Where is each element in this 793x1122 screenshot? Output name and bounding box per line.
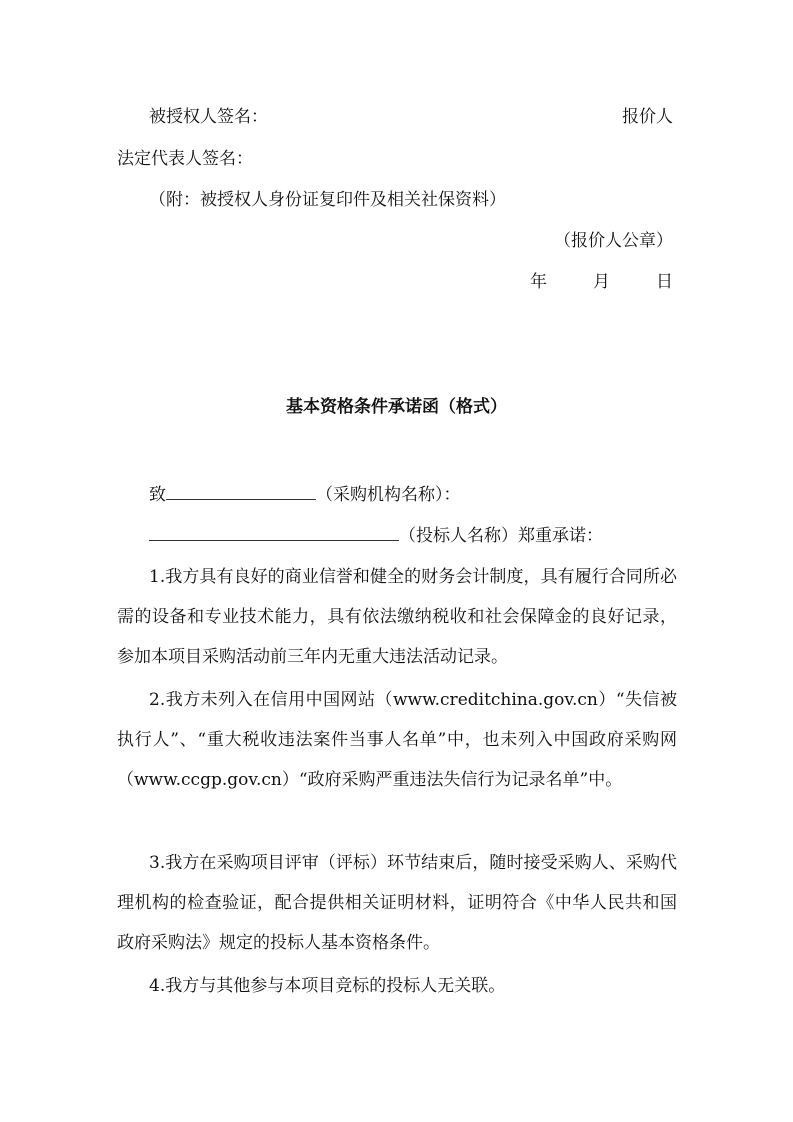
quoter-label: 报价人 xyxy=(622,107,673,127)
date-day: 日 xyxy=(656,272,673,292)
quoter-seal: （报价人公章） xyxy=(554,231,673,251)
date-row xyxy=(530,271,673,293)
commitment-item-3: 3.我方在采购项目评审（评标）环节结束后，随时接受采购人、采购代理机构的检查验证，配合提供相关证明材料，证明符合《中华人民共和国政府采购法》规定的投标人基本资格条件。 xyxy=(117,853,677,953)
bidder-line xyxy=(149,523,603,547)
bidder-name-blank xyxy=(149,523,399,541)
date-month: 月 xyxy=(593,272,610,292)
commitment-item-4: 4.我方与其他参与本项目竞标的投标人无关联。 xyxy=(149,976,506,996)
recipient-prefix: 致 xyxy=(149,485,166,505)
bidder-suffix: （投标人名称）郑重承诺： xyxy=(399,526,603,546)
attachment-note: （附：被授权人身份证复印件及相关社保资料） xyxy=(149,190,506,210)
recipient-blank xyxy=(166,482,316,500)
recipient-suffix: （采购机构名称）： xyxy=(316,485,461,505)
date-year: 年 xyxy=(530,272,547,292)
commitment-item-2: 2.我方未列入在信用中国网站（www.creditchina.gov.cn）“失信被执行人”、“重大税收违法案件当事人名单”中，也未列入中国政府采购网（www.ccgp.gov.cn）“政府采购严重违法失信行为记录名单”中。 xyxy=(117,690,677,790)
recipient-line xyxy=(149,482,461,506)
authorized-signature-label: 被授权人签名： xyxy=(149,107,268,127)
legal-rep-signature-label: 法定代表人签名： xyxy=(117,149,253,169)
commitment-title: 基本资格条件承诺函（格式） xyxy=(286,397,507,417)
commitment-item-1: 1.我方具有良好的商业信誉和健全的财务会计制度，具有履行合同所必需的设备和专业技术能力，具有依法缴纳税收和社会保障金的良好记录，参加本项目采购活动前三年内无重大违法活动记录。 xyxy=(117,567,677,667)
